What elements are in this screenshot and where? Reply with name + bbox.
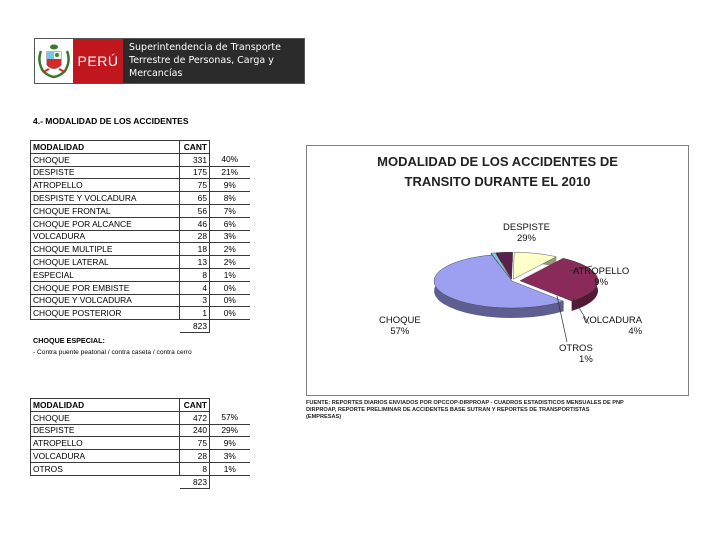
- table-row: [31, 281, 250, 294]
- table-row: [31, 166, 250, 179]
- pie-label-value: 29%: [516, 233, 536, 244]
- row-pct: 9%: [210, 179, 250, 192]
- table-row: [31, 179, 250, 192]
- row-modalidad: DESPISTE: [31, 166, 180, 179]
- row-pct: 3%: [210, 450, 250, 463]
- pie-chart: [307, 146, 690, 397]
- row-modalidad: DESPISTE: [31, 424, 180, 437]
- row-cant: 46: [180, 217, 210, 230]
- coat-of-arms-icon: [35, 39, 73, 83]
- row-pct: 40%: [210, 153, 250, 166]
- table-row: [31, 268, 250, 281]
- table-row: [31, 411, 250, 424]
- row-cant: 56: [180, 204, 210, 217]
- table-total: 823: [180, 475, 210, 488]
- table-row: [31, 256, 250, 269]
- note-title: CHOQUE ESPECIAL:: [33, 336, 105, 345]
- row-pct: 8%: [210, 192, 250, 205]
- row-pct: 2%: [210, 256, 250, 269]
- row-modalidad: CHOQUE LATERAL: [31, 256, 180, 269]
- row-pct: 7%: [210, 204, 250, 217]
- row-pct: 21%: [210, 166, 250, 179]
- row-cant: 18: [180, 243, 210, 256]
- row-cant: 28: [180, 450, 210, 463]
- row-pct: 3%: [210, 230, 250, 243]
- row-cant: 472: [180, 411, 210, 424]
- row-cant: 175: [180, 166, 210, 179]
- institution-line: Terrestre de Personas, Carga y: [129, 55, 274, 66]
- table-row: [31, 243, 250, 256]
- total-empty: [31, 320, 180, 333]
- row-modalidad: CHOQUE MULTIPLE: [31, 243, 180, 256]
- table-header-row: [31, 399, 250, 412]
- row-cant: 65: [180, 192, 210, 205]
- institution-name: [123, 39, 304, 83]
- column-header-empty: [210, 141, 250, 154]
- institution-line: Superintendencia de Transporte: [129, 42, 281, 53]
- source-note: FUENTE: REPORTES DIARIOS ENVIADOS POR OPCCOP-DIRPROAP - CUADROS ESTADISTICOS MENSUALES DE PNP DIRPROAP, REPORTE PRELIMINAR DE ACCIDENTES BASE SUTRAN Y REPORTES DE TRANSPORTISTAS (EMPRESAS): [306, 400, 624, 420]
- note-text: - Contra puente peatonal / contra caseta / contra cerro: [33, 349, 192, 356]
- pie-chart-panel: [306, 145, 689, 396]
- row-modalidad: VOLCADURA: [31, 450, 180, 463]
- row-cant: 8: [180, 268, 210, 281]
- row-modalidad: ESPECIAL: [31, 268, 180, 281]
- row-cant: 28: [180, 230, 210, 243]
- row-cant: 4: [180, 281, 210, 294]
- pie-label-name: OTROS: [559, 343, 593, 354]
- row-pct: 1%: [210, 462, 250, 475]
- row-pct: 1%: [210, 268, 250, 281]
- accidents-detail-table: [30, 140, 250, 333]
- row-cant: 1: [180, 307, 210, 320]
- pie-label-name: CHOQUE: [379, 315, 421, 326]
- pie-label-otros: [559, 343, 593, 365]
- row-modalidad: CHOQUE POR EMBISTE: [31, 281, 180, 294]
- chart-title-line: MODALIDAD DE LOS ACCIDENTES DE: [377, 154, 618, 169]
- row-cant: 8: [180, 462, 210, 475]
- row-modalidad: ATROPELLO: [31, 437, 180, 450]
- column-header-empty: [210, 399, 250, 412]
- table-row: [31, 450, 250, 463]
- row-cant: 13: [180, 256, 210, 269]
- row-pct: 0%: [210, 307, 250, 320]
- row-modalidad: CHOQUE POSTERIOR: [31, 307, 180, 320]
- section-title: 4.- MODALIDAD DE LOS ACCIDENTES: [33, 116, 189, 126]
- pie-label-value: 57%: [390, 326, 410, 337]
- table-row: [31, 307, 250, 320]
- pie-label-choque: [379, 315, 421, 337]
- row-modalidad: CHOQUE: [31, 411, 180, 424]
- table-row: [31, 230, 250, 243]
- table-row: [31, 204, 250, 217]
- table-row: [31, 217, 250, 230]
- table-header-row: [31, 141, 250, 154]
- table-total-row: [31, 475, 250, 488]
- row-modalidad: CHOQUE FRONTAL: [31, 204, 180, 217]
- row-pct: 57%: [210, 411, 250, 424]
- row-pct: 2%: [210, 243, 250, 256]
- table-total: 823: [180, 320, 210, 333]
- total-empty: [210, 320, 250, 333]
- row-cant: 75: [180, 179, 210, 192]
- column-header: MODALIDAD: [31, 399, 180, 412]
- pie-label-name: DESPISTE: [503, 222, 550, 233]
- column-header: CANT: [180, 141, 210, 154]
- row-pct: 6%: [210, 217, 250, 230]
- table-total-row: [31, 320, 250, 333]
- row-cant: 331: [180, 153, 210, 166]
- pie-label-value: 9%: [594, 277, 609, 288]
- table-row: [31, 437, 250, 450]
- institution-header: [34, 38, 305, 84]
- chart-title-line: TRANSITO DURANTE EL 2010: [404, 174, 591, 189]
- row-pct: 29%: [210, 424, 250, 437]
- pie-label-value: 4%: [628, 326, 643, 337]
- table-row: [31, 294, 250, 307]
- pie-label-volcadura: [583, 315, 642, 337]
- row-modalidad: CHOQUE POR ALCANCE: [31, 217, 180, 230]
- row-pct: 0%: [210, 281, 250, 294]
- row-cant: 240: [180, 424, 210, 437]
- accidents-summary-table: [30, 398, 250, 489]
- row-modalidad: CHOQUE Y VOLCADURA: [31, 294, 180, 307]
- institution-line: Mercancías: [129, 68, 183, 79]
- table-row: [31, 153, 250, 166]
- table-row: [31, 424, 250, 437]
- total-empty: [210, 475, 250, 488]
- pie-label-despiste: [503, 222, 550, 244]
- total-empty: [31, 475, 180, 488]
- table-row: [31, 192, 250, 205]
- column-header: MODALIDAD: [31, 141, 180, 154]
- row-cant: 3: [180, 294, 210, 307]
- column-header: CANT: [180, 399, 210, 412]
- row-modalidad: OTROS: [31, 462, 180, 475]
- row-modalidad: CHOQUE: [31, 153, 180, 166]
- row-pct: 9%: [210, 437, 250, 450]
- country-label: PERÚ: [73, 39, 123, 83]
- pie-label-atropello: [573, 266, 629, 288]
- row-modalidad: ATROPELLO: [31, 179, 180, 192]
- row-pct: 0%: [210, 294, 250, 307]
- table-row: [31, 462, 250, 475]
- pie-label-name: ATROPELLO: [573, 266, 630, 277]
- pie-label-name: VOLCADURA: [583, 315, 643, 326]
- row-modalidad: DESPISTE Y VOLCADURA: [31, 192, 180, 205]
- row-modalidad: VOLCADURA: [31, 230, 180, 243]
- pie-label-value: 1%: [579, 354, 593, 365]
- row-cant: 75: [180, 437, 210, 450]
